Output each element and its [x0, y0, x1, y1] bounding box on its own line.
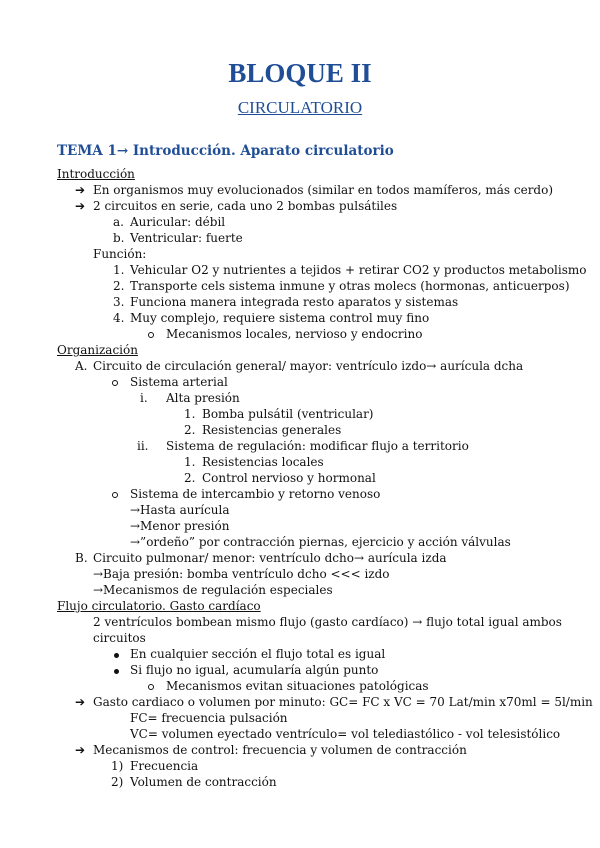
regulacion-item: Control nervioso y hormonal	[202, 471, 376, 485]
pulmonar-item: →Mecanismos de regulación especiales	[93, 583, 333, 597]
vc-definition: VC= volumen eyectado ventrículo= vol telediastólico - vol telesistólico	[130, 727, 561, 741]
arrow-icon: ➔	[75, 183, 86, 197]
list-marker: A.	[75, 359, 88, 373]
list-marker: 4.	[113, 311, 125, 325]
bullet-icon	[114, 663, 119, 677]
flujo-bullet: Si flujo no igual, acumularía algún punto	[130, 663, 379, 677]
arrow-icon: ➔	[75, 743, 86, 757]
list-marker: 1)	[111, 759, 124, 773]
funcion-item: Muy complejo, requiere sistema control muy fino	[130, 311, 430, 325]
page-subtitle: CIRCULATORIO	[237, 98, 363, 117]
list-marker: ii.	[137, 439, 149, 453]
hollow-bullet-icon	[148, 679, 154, 693]
intro-sub-a: Auricular: débil	[130, 215, 226, 229]
list-marker: 1.	[184, 407, 196, 421]
funcion-label: Función:	[93, 247, 147, 261]
intercambio-item: →”ordeño” por contracción piernas, ejercicio y acción válvulas	[130, 535, 511, 549]
list-marker: B.	[75, 551, 88, 565]
intercambio-item: →Menor presión	[130, 519, 230, 533]
list-marker: a.	[113, 215, 124, 229]
gasto-cardiaco: Gasto cardiaco o volumen por minuto: GC= FC x VC = 70 Lat/min x70ml = 5l/min	[93, 695, 593, 709]
list-marker: i.	[140, 391, 148, 405]
alta-item: Resistencias generales	[202, 423, 342, 437]
flujo-sub-bullet: Mecanismos evitan situaciones patológicas	[166, 679, 429, 693]
list-marker: 3.	[113, 295, 125, 309]
sistema-intercambio: Sistema de intercambio y retorno venoso	[130, 487, 381, 501]
list-marker: 1.	[184, 455, 196, 469]
flujo-bullet: En cualquier sección el flujo total es igual	[130, 647, 386, 661]
hollow-bullet-icon	[112, 487, 118, 501]
sistema-regulacion: Sistema de regulación: modificar flujo a territorio	[166, 439, 469, 453]
flujo-heading: Flujo circulatorio. Gasto cardíaco	[57, 599, 261, 613]
mecanismo-item: Volumen de contracción	[130, 775, 277, 789]
sistema-arterial: Sistema arterial	[130, 375, 228, 389]
flujo-paragraph-line: 2 ventrículos bombean mismo flujo (gasto cardíaco) → flujo total igual ambos	[93, 615, 562, 629]
funcion-sub-item: Mecanismos locales, nervioso y endocrino	[166, 327, 423, 341]
bullet-icon	[114, 647, 119, 661]
regulacion-item: Resistencias locales	[202, 455, 324, 469]
list-marker: 1.	[113, 263, 125, 277]
section-heading-tema: TEMA 1→ Introducción. Aparato circulatorio	[57, 143, 394, 159]
page-title: BLOQUE II	[228, 58, 372, 88]
list-marker: 2)	[111, 775, 124, 789]
flujo-paragraph	[93, 614, 562, 646]
hollow-bullet-icon	[148, 327, 154, 341]
list-marker: b.	[113, 231, 125, 245]
funcion-item: Funciona manera integrada resto aparatos y sistemas	[130, 295, 459, 309]
fc-definition: FC= frecuencia pulsación	[130, 711, 288, 725]
arrow-icon: ➔	[75, 695, 86, 709]
circuito-pulmonar: Circuito pulmonar/ menor: ventrículo dcho→ aurícula izda	[93, 551, 447, 565]
alta-item: Bomba pulsátil (ventricular)	[202, 407, 374, 421]
funcion-item: Vehicular O2 y nutrientes a tejidos + retirar CO2 y productos metabolismo	[130, 263, 587, 277]
list-marker: 2.	[113, 279, 125, 293]
funcion-item: Transporte cels sistema inmune y otras molecs (hormonas, anticuerpos)	[130, 279, 570, 293]
mecanismos-control: Mecanismos de control: frecuencia y volumen de contracción	[93, 743, 467, 757]
arrow-icon: ➔	[75, 199, 86, 213]
circuito-general: Circuito de circulación general/ mayor: ventrículo izdo→ aurícula dcha	[93, 359, 524, 373]
alta-presion: Alta presión	[166, 391, 240, 405]
intro-item-1: En organismos muy evolucionados (similar en todos mamíferos, más cerdo)	[93, 183, 554, 197]
intro-sub-b: Ventricular: fuerte	[130, 231, 243, 245]
list-marker: 2.	[184, 423, 196, 437]
pulmonar-item: →Baja presión: bomba ventrículo dcho <<< izdo	[93, 567, 390, 581]
flujo-paragraph-line: circuitos	[93, 631, 146, 645]
organizacion-heading: Organización	[57, 343, 138, 357]
intercambio-item: →Hasta aurícula	[130, 503, 230, 517]
intro-item-2: 2 circuitos en serie, cada uno 2 bombas pulsátiles	[93, 199, 398, 213]
intro-heading: Introducción	[57, 167, 135, 181]
hollow-bullet-icon	[112, 375, 118, 389]
list-marker: 2.	[184, 471, 196, 485]
mecanismo-item: Frecuencia	[130, 759, 199, 773]
